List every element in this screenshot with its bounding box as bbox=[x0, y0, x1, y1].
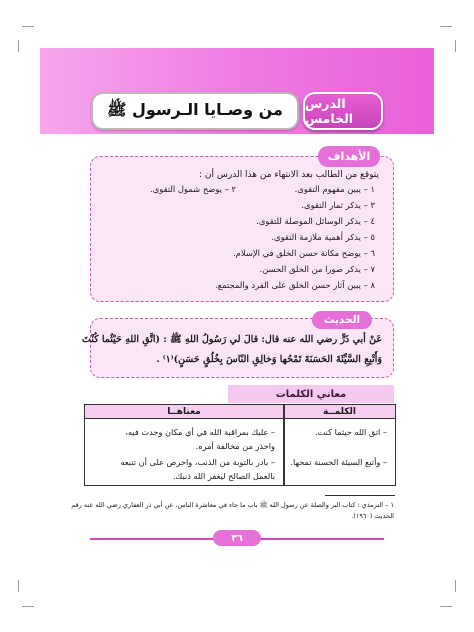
crop-mark bbox=[440, 26, 452, 27]
crop-mark bbox=[455, 40, 456, 52]
vocab-table-header bbox=[85, 405, 395, 419]
footnote-text: الحديث (١٩٦٠). bbox=[351, 512, 394, 520]
crop-mark bbox=[22, 26, 34, 27]
page-number: ٣٦ bbox=[213, 530, 261, 546]
lesson-number-badge: الدرس الخامس bbox=[303, 92, 383, 130]
crop-mark bbox=[440, 606, 452, 607]
lesson-title: من وصـايا الـرسول ﷺ bbox=[91, 92, 299, 130]
hadith-heading: الحديث bbox=[312, 311, 372, 329]
column-header-meaning: معناهــا bbox=[167, 407, 201, 417]
footnote-text: ١ – الترمذي : كتاب البر والصلة عن رسول الله ﷺ باب ما جاء في معاشرة الناس، عن أبي ذر الغفاري رضي الله عنه رقم bbox=[71, 501, 394, 509]
goals-heading: الأهداف bbox=[318, 146, 380, 167]
goal-item: ٥ – يذكر أهمية ملازمة التقوى. bbox=[271, 232, 375, 242]
goal-item: ١ – يبين مفهوم التقوى. bbox=[294, 184, 375, 194]
goal-item: ٣ – يذكر ثمار التقوى. bbox=[301, 200, 375, 210]
vocab-meaning: – عليك بمراقبة الله في أي مكان وجدت فيه، bbox=[125, 427, 275, 437]
vocab-word: – وأتبع السيئة الحسنة تمحها. bbox=[290, 457, 387, 467]
vocab-meaning: بالعمل الصالح ليغفر الله ذنبك. bbox=[172, 471, 275, 481]
column-header-word: الكلمــة bbox=[322, 407, 357, 417]
vocab-table bbox=[84, 404, 396, 486]
goal-item: ٦ – يوضح مكانة حسن الخلق في الإسلام. bbox=[233, 248, 375, 258]
vocab-meaning: واحذر من مخالفة أمره. bbox=[195, 441, 275, 451]
goal-item: ٧ – يذكر صورا من الخلق الحسن. bbox=[259, 264, 375, 274]
vocab-heading: معاني الكلمات bbox=[228, 385, 394, 403]
goals-intro: يتوقع من الطالب بعد الانتهاء من هذا الدرس أن : bbox=[199, 170, 379, 180]
crop-mark bbox=[455, 580, 456, 592]
footnote-rule bbox=[325, 495, 395, 496]
vocab-meaning: – بادر بالتوبة من الذنب، واحرص على أن تتبعه bbox=[120, 457, 275, 467]
vocab-word: – اتق الله حيثما كنت. bbox=[315, 427, 387, 437]
crop-mark bbox=[18, 40, 19, 52]
crop-mark bbox=[18, 580, 19, 592]
crop-mark bbox=[22, 606, 34, 607]
hadith-text-line: وَأَتْبِعِ السَّيِّئَةَ الحَسَنَةَ تَمْحُها وَخالِقِ النّاسَ بِخُلُقٍ حَسَنٍ)⁽١⁾ . bbox=[156, 354, 382, 365]
hadith-text-line: عَنْ أبي ذَرٍّ رضي الله عنه قال: قالَ لي رَسُولُ اللهِ ﷺ : (اتَّقِ اللهِ حَيْثُما كُنْتَ bbox=[81, 334, 382, 345]
goal-item: ٢ – يوضح شمول التقوى. bbox=[150, 184, 236, 194]
goal-item: ٤ – يذكر الوسائل الموصلة للتقوى. bbox=[256, 216, 375, 226]
column-divider bbox=[283, 405, 285, 485]
goal-item: ٨ – يبين آثار حسن الخلق على الفرد والمجتمع. bbox=[215, 280, 375, 290]
